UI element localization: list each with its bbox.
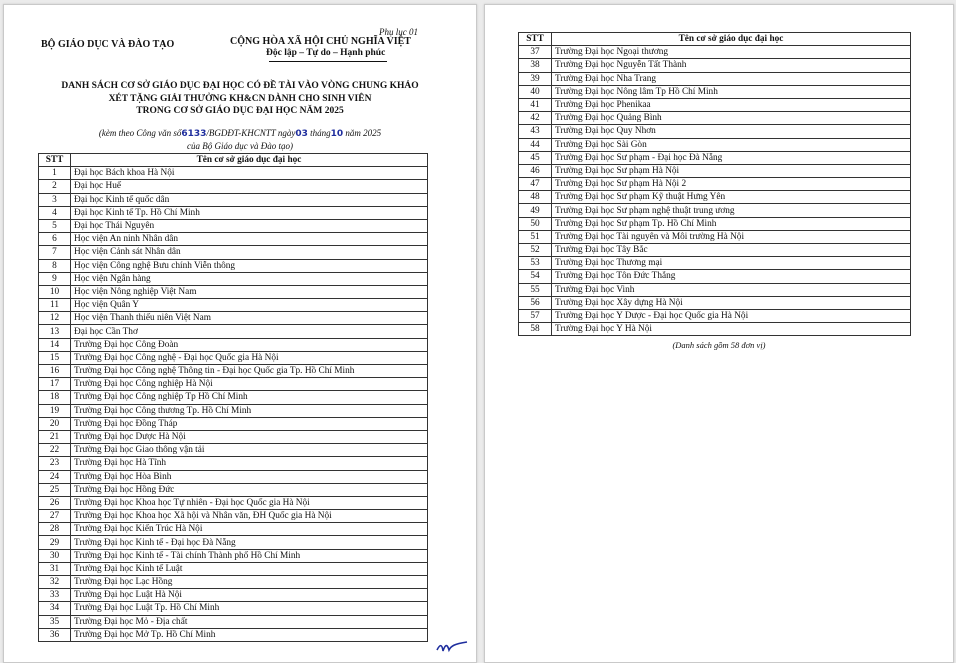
row-institution-name: Trường Đại học Mỏ - Địa chất <box>71 615 428 628</box>
row-stt: 49 <box>519 204 552 217</box>
row-institution-name: Trường Đại học Hồng Đức <box>71 483 428 496</box>
row-institution-name: Trường Đại học Lạc Hồng <box>71 576 428 589</box>
row-stt: 20 <box>39 417 71 430</box>
table-row <box>519 85 911 98</box>
row-institution-name: Học viện Cảnh sát Nhân dân <box>71 246 428 259</box>
row-institution-name: Trường Đại học Nguyễn Tất Thành <box>552 59 911 72</box>
handwritten-day: 03 <box>295 129 308 139</box>
table-row <box>519 204 911 217</box>
table-row <box>39 417 428 430</box>
row-institution-name: Trường Đại học Công nghiệp Tp Hồ Chí Minh <box>71 391 428 404</box>
table-row <box>39 404 428 417</box>
row-stt: 13 <box>39 325 71 338</box>
header-stt: STT <box>519 33 552 46</box>
row-institution-name: Trường Đại học Y Dược - Đại học Quốc gia Hà Nội <box>552 309 911 322</box>
row-stt: 50 <box>519 217 552 230</box>
table-row <box>39 496 428 509</box>
table-row <box>519 138 911 151</box>
row-stt: 17 <box>39 378 71 391</box>
row-stt: 22 <box>39 444 71 457</box>
table-row <box>39 338 428 351</box>
row-stt: 4 <box>39 206 71 219</box>
row-stt: 39 <box>519 72 552 85</box>
table-row <box>39 470 428 483</box>
row-stt: 34 <box>39 602 71 615</box>
row-stt: 30 <box>39 549 71 562</box>
national-motto: Độc lập – Tự do – Hạnh phúc <box>266 48 386 58</box>
table-row <box>39 628 428 641</box>
row-institution-name: Trường Đại học Ngoại thương <box>552 46 911 59</box>
row-institution-name: Trường Đại học Giao thông vận tải <box>71 444 428 457</box>
row-stt: 11 <box>39 299 71 312</box>
document-page-1 <box>3 4 477 663</box>
row-stt: 56 <box>519 296 552 309</box>
row-institution-name: Học viện Quân Y <box>71 299 428 312</box>
row-institution-name: Đại học Huế <box>71 180 428 193</box>
row-institution-name: Trường Đại học Sư phạm - Đại học Đà Nẵng <box>552 151 911 164</box>
table-row <box>39 246 428 259</box>
row-stt: 24 <box>39 470 71 483</box>
row-stt: 5 <box>39 219 71 232</box>
table-row <box>39 378 428 391</box>
table-row <box>519 59 911 72</box>
row-stt: 47 <box>519 178 552 191</box>
row-stt: 3 <box>39 193 71 206</box>
row-institution-name: Trường Đại học Nông lâm Tp Hồ Chí Minh <box>552 85 911 98</box>
institutions-table-part-1 <box>38 153 428 642</box>
row-stt: 45 <box>519 151 552 164</box>
row-stt: 42 <box>519 112 552 125</box>
subtitle-line-2: của Bộ Giáo dục và Đào tạo) <box>187 141 293 151</box>
table-row <box>39 430 428 443</box>
row-institution-name: Trường Đại học Dược Hà Nội <box>71 430 428 443</box>
table-row <box>39 365 428 378</box>
row-institution-name: Trường Đại học Thương mại <box>552 257 911 270</box>
row-stt: 15 <box>39 351 71 364</box>
table-row <box>519 270 911 283</box>
row-stt: 7 <box>39 246 71 259</box>
row-stt: 29 <box>39 536 71 549</box>
table-row <box>519 230 911 243</box>
document-page-2 <box>484 4 954 663</box>
row-stt: 37 <box>519 46 552 59</box>
row-stt: 26 <box>39 496 71 509</box>
table-row <box>519 283 911 296</box>
row-institution-name: Trường Đại học Tài nguyên và Môi trường Hà Nội <box>552 230 911 243</box>
table-row <box>519 309 911 322</box>
row-stt: 6 <box>39 233 71 246</box>
table-row <box>519 257 911 270</box>
table-row <box>519 112 911 125</box>
row-stt: 27 <box>39 510 71 523</box>
row-institution-name: Trường Đại học Công nghệ Thông tin - Đại học Quốc gia Tp. Hồ Chí Minh <box>71 365 428 378</box>
header-stt: STT <box>39 154 71 167</box>
document-subtitle <box>4 127 476 152</box>
table-row <box>39 562 428 575</box>
table-row <box>39 299 428 312</box>
table-row <box>519 46 911 59</box>
title-line-3: TRONG CƠ SỞ GIÁO DỤC ĐẠI HỌC NĂM 2025 <box>136 106 344 116</box>
row-institution-name: Học viện Công nghệ Bưu chính Viễn thông <box>71 259 428 272</box>
row-stt: 35 <box>39 615 71 628</box>
table-header-row <box>519 33 911 46</box>
row-institution-name: Trường Đại học Nha Trang <box>552 72 911 85</box>
row-stt: 57 <box>519 309 552 322</box>
row-stt: 41 <box>519 98 552 111</box>
row-stt: 2 <box>39 180 71 193</box>
table-row <box>519 323 911 336</box>
table-row <box>39 457 428 470</box>
table-row <box>39 272 428 285</box>
row-institution-name: Trường Đại học Tây Bắc <box>552 244 911 257</box>
row-stt: 31 <box>39 562 71 575</box>
row-stt: 12 <box>39 312 71 325</box>
table-row <box>39 206 428 219</box>
table-row <box>39 549 428 562</box>
table-row <box>519 217 911 230</box>
row-stt: 44 <box>519 138 552 151</box>
row-stt: 1 <box>39 167 71 180</box>
row-institution-name: Trường Đại học Quảng Bình <box>552 112 911 125</box>
handwritten-doc-number: 6133 <box>181 129 207 139</box>
table-row <box>519 98 911 111</box>
row-stt: 43 <box>519 125 552 138</box>
row-institution-name: Trường Đại học Công nghiệp Hà Nội <box>71 378 428 391</box>
row-stt: 55 <box>519 283 552 296</box>
table-row <box>39 523 428 536</box>
row-institution-name: Trường Đại học Xây dựng Hà Nội <box>552 296 911 309</box>
row-stt: 52 <box>519 244 552 257</box>
row-institution-name: Trường Đại học Kinh tế Luật <box>71 562 428 575</box>
row-stt: 48 <box>519 191 552 204</box>
row-stt: 33 <box>39 589 71 602</box>
row-institution-name: Đại học Kinh tế quốc dân <box>71 193 428 206</box>
handwritten-month: 10 <box>330 129 344 139</box>
table-row <box>39 351 428 364</box>
title-line-1: DANH SÁCH CƠ SỞ GIÁO DỤC ĐẠI HỌC CÓ ĐỀ TÀI VÀO VÒNG CHUNG KHẢO <box>61 81 419 91</box>
motto-underline <box>269 61 387 62</box>
row-institution-name: Đại học Kinh tế Tp. Hồ Chí Minh <box>71 206 428 219</box>
table-row <box>519 125 911 138</box>
row-institution-name: Học viện Nông nghiệp Việt Nam <box>71 285 428 298</box>
title-line-2: XÉT TẶNG GIẢI THƯỞNG KH&CN DÀNH CHO SINH VIÊN <box>108 93 372 104</box>
row-institution-name: Trường Đại học Mở Tp. Hồ Chí Minh <box>71 628 428 641</box>
row-institution-name: Trường Đại học Luật Hà Nội <box>71 589 428 602</box>
row-stt: 19 <box>39 404 71 417</box>
row-institution-name: Học viện Thanh thiếu niên Việt Nam <box>71 312 428 325</box>
table-row <box>39 444 428 457</box>
row-stt: 23 <box>39 457 71 470</box>
row-institution-name: Trường Đại học Công nghệ - Đại học Quốc gia Hà Nội <box>71 351 428 364</box>
row-stt: 46 <box>519 164 552 177</box>
table-row <box>39 615 428 628</box>
table-row <box>39 193 428 206</box>
row-institution-name: Trường Đại học Sư phạm Kỹ thuật Hưng Yên <box>552 191 911 204</box>
row-institution-name: Đại học Cần Thơ <box>71 325 428 338</box>
row-stt: 18 <box>39 391 71 404</box>
table-row <box>39 233 428 246</box>
row-institution-name: Trường Đại học Sài Gòn <box>552 138 911 151</box>
header-name: Tên cơ sở giáo dục đại học <box>71 154 428 167</box>
table-row <box>519 72 911 85</box>
table-row <box>39 325 428 338</box>
row-institution-name: Trường Đại học Vinh <box>552 283 911 296</box>
table-row <box>39 391 428 404</box>
row-stt: 25 <box>39 483 71 496</box>
institutions-table-part-2 <box>518 32 911 336</box>
row-institution-name: Trường Đại học Luật Tp. Hồ Chí Minh <box>71 602 428 615</box>
table-row <box>519 178 911 191</box>
table-row <box>39 576 428 589</box>
list-footnote: (Danh sách gồm 58 đơn vị) <box>672 340 766 350</box>
row-institution-name: Trường Đại học Kinh tế - Tài chính Thành phố Hồ Chí Minh <box>71 549 428 562</box>
row-stt: 9 <box>39 272 71 285</box>
row-institution-name: Trường Đại học Sư phạm Hà Nội <box>552 164 911 177</box>
row-institution-name: Trường Đại học Kiến Trúc Hà Nội <box>71 523 428 536</box>
row-institution-name: Trường Đại học Tôn Đức Thắng <box>552 270 911 283</box>
row-stt: 14 <box>39 338 71 351</box>
table-header-row <box>39 154 428 167</box>
table-row <box>39 536 428 549</box>
table-row <box>39 219 428 232</box>
row-institution-name: Trường Đại học Quy Nhơn <box>552 125 911 138</box>
table-row <box>519 191 911 204</box>
row-stt: 58 <box>519 323 552 336</box>
row-institution-name: Đại học Thái Nguyên <box>71 219 428 232</box>
row-institution-name: Trường Đại học Khoa học Xã hội và Nhân văn, ĐH Quốc gia Hà Nội <box>71 510 428 523</box>
row-institution-name: Trường Đại học Công thương Tp. Hồ Chí Minh <box>71 404 428 417</box>
table-row <box>39 483 428 496</box>
table-row <box>39 312 428 325</box>
document-title <box>4 80 476 118</box>
row-stt: 28 <box>39 523 71 536</box>
table-row <box>39 180 428 193</box>
subtitle-line-1: (kèm theo Công văn số6133/BGDĐT-KHCNTT ngày03 tháng10 năm 2025 <box>98 128 382 139</box>
table-row <box>519 296 911 309</box>
row-institution-name: Trường Đại học Đồng Tháp <box>71 417 428 430</box>
row-stt: 21 <box>39 430 71 443</box>
table-row <box>39 259 428 272</box>
ministry-name: BỘ GIÁO DỤC VÀ ĐÀO TẠO <box>41 39 175 50</box>
row-stt: 16 <box>39 365 71 378</box>
row-stt: 32 <box>39 576 71 589</box>
republic-name: CỘNG HÒA XÃ HỘI CHỦ NGHĨA VIỆT <box>230 36 411 47</box>
row-stt: 36 <box>39 628 71 641</box>
table-row <box>519 164 911 177</box>
table-row <box>39 285 428 298</box>
row-institution-name: Học viện An ninh Nhân dân <box>71 233 428 246</box>
signature-mark-icon <box>434 636 470 656</box>
row-stt: 51 <box>519 230 552 243</box>
row-institution-name: Học viện Ngân hàng <box>71 272 428 285</box>
row-institution-name: Trường Đại học Khoa học Tự nhiên - Đại học Quốc gia Hà Nội <box>71 496 428 509</box>
row-stt: 10 <box>39 285 71 298</box>
row-institution-name: Trường Đại học Công Đoàn <box>71 338 428 351</box>
table-row <box>519 244 911 257</box>
table-row <box>39 602 428 615</box>
appendix-label: Phụ lục 01 <box>379 27 418 37</box>
row-stt: 40 <box>519 85 552 98</box>
row-stt: 54 <box>519 270 552 283</box>
row-stt: 8 <box>39 259 71 272</box>
table-row <box>39 589 428 602</box>
row-institution-name: Trường Đại học Y Hà Nội <box>552 323 911 336</box>
table-row <box>39 167 428 180</box>
table-row <box>519 151 911 164</box>
row-institution-name: Trường Đại học Sư phạm Hà Nội 2 <box>552 178 911 191</box>
row-institution-name: Trường Đại học Kinh tế - Đại học Đà Nẵng <box>71 536 428 549</box>
row-institution-name: Đại học Bách khoa Hà Nội <box>71 167 428 180</box>
row-institution-name: Trường Đại học Phenikaa <box>552 98 911 111</box>
row-stt: 38 <box>519 59 552 72</box>
row-institution-name: Trường Đại học Sư phạm nghệ thuật trung ương <box>552 204 911 217</box>
row-institution-name: Trường Đại học Hà Tĩnh <box>71 457 428 470</box>
row-institution-name: Trường Đại học Sư phạm Tp. Hồ Chí Minh <box>552 217 911 230</box>
table-row <box>39 510 428 523</box>
row-stt: 53 <box>519 257 552 270</box>
header-name: Tên cơ sở giáo dục đại học <box>552 33 911 46</box>
row-institution-name: Trường Đại học Hòa Bình <box>71 470 428 483</box>
